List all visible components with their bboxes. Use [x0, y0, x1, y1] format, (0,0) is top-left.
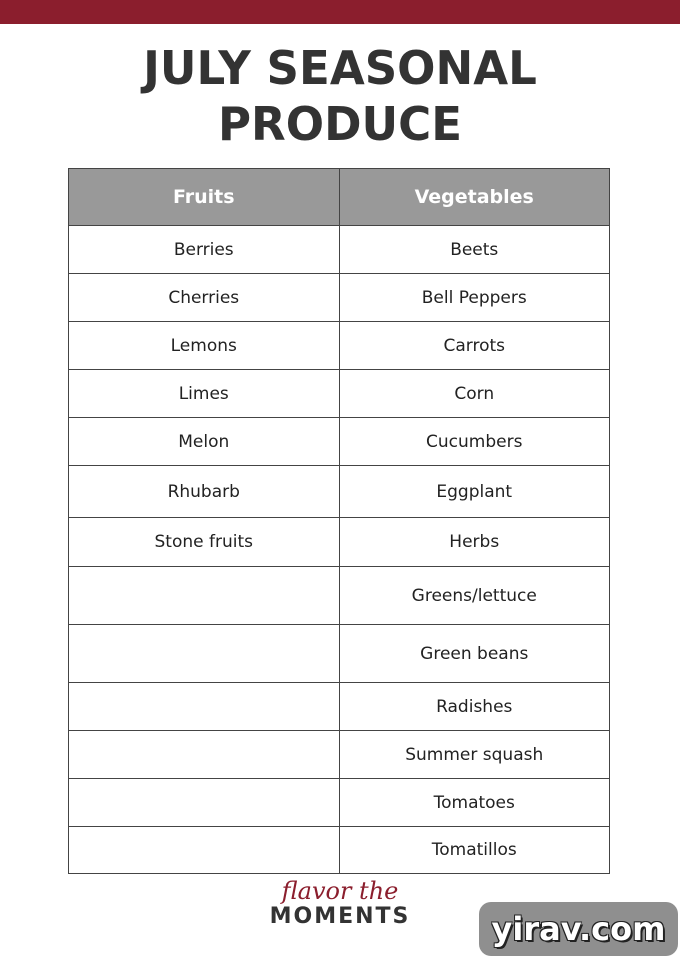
- vegetable-cell: Cucumbers: [339, 418, 610, 466]
- table-row: [69, 226, 610, 274]
- table-row: [69, 779, 610, 827]
- fruit-cell: [69, 567, 340, 625]
- title-line-2: PRODUCE: [218, 97, 462, 151]
- vegetable-cell: Radishes: [339, 683, 610, 731]
- top-accent-bar: [0, 0, 680, 24]
- table-row: [69, 731, 610, 779]
- fruit-cell: Cherries: [69, 274, 340, 322]
- column-header-fruits: Fruits: [69, 169, 340, 226]
- fruit-cell: Berries: [69, 226, 340, 274]
- table-row: [69, 827, 610, 874]
- fruit-cell: Limes: [69, 370, 340, 418]
- table-row: [69, 625, 610, 683]
- logo-script: flavor the: [281, 877, 399, 905]
- fruit-cell: Melon: [69, 418, 340, 466]
- table-row: [69, 567, 610, 625]
- watermark-badge: yirav.com: [479, 902, 678, 956]
- table-row: [69, 466, 610, 518]
- vegetable-cell: Carrots: [339, 322, 610, 370]
- vegetable-cell: Herbs: [339, 518, 610, 567]
- vegetable-cell: Greens/lettuce: [339, 567, 610, 625]
- vegetable-cell: Bell Peppers: [339, 274, 610, 322]
- fruit-cell: [69, 731, 340, 779]
- fruit-cell: Stone fruits: [69, 518, 340, 567]
- brand-logo: [260, 878, 420, 930]
- vegetable-cell: Green beans: [339, 625, 610, 683]
- fruit-cell: Lemons: [69, 322, 340, 370]
- table-row: [69, 418, 610, 466]
- fruit-cell: [69, 683, 340, 731]
- table-row: [69, 274, 610, 322]
- table-row: [69, 370, 610, 418]
- fruit-cell: [69, 625, 340, 683]
- table-header-row: [69, 169, 610, 226]
- table-row: [69, 518, 610, 567]
- fruit-cell: Rhubarb: [69, 466, 340, 518]
- logo-brand: MOMENTS: [269, 904, 411, 929]
- vegetable-cell: Eggplant: [339, 466, 610, 518]
- vegetable-cell: Corn: [339, 370, 610, 418]
- title-line-1: JULY SEASONAL: [143, 41, 537, 95]
- vegetable-cell: Tomatoes: [339, 779, 610, 827]
- table-row: [69, 683, 610, 731]
- column-header-vegetables: Vegetables: [339, 169, 610, 226]
- fruit-cell: [69, 827, 340, 874]
- vegetable-cell: Tomatillos: [339, 827, 610, 874]
- table-row: [69, 322, 610, 370]
- fruit-cell: [69, 779, 340, 827]
- produce-table: [68, 168, 610, 874]
- vegetable-cell: Summer squash: [339, 731, 610, 779]
- page-title: [0, 40, 680, 152]
- vegetable-cell: Beets: [339, 226, 610, 274]
